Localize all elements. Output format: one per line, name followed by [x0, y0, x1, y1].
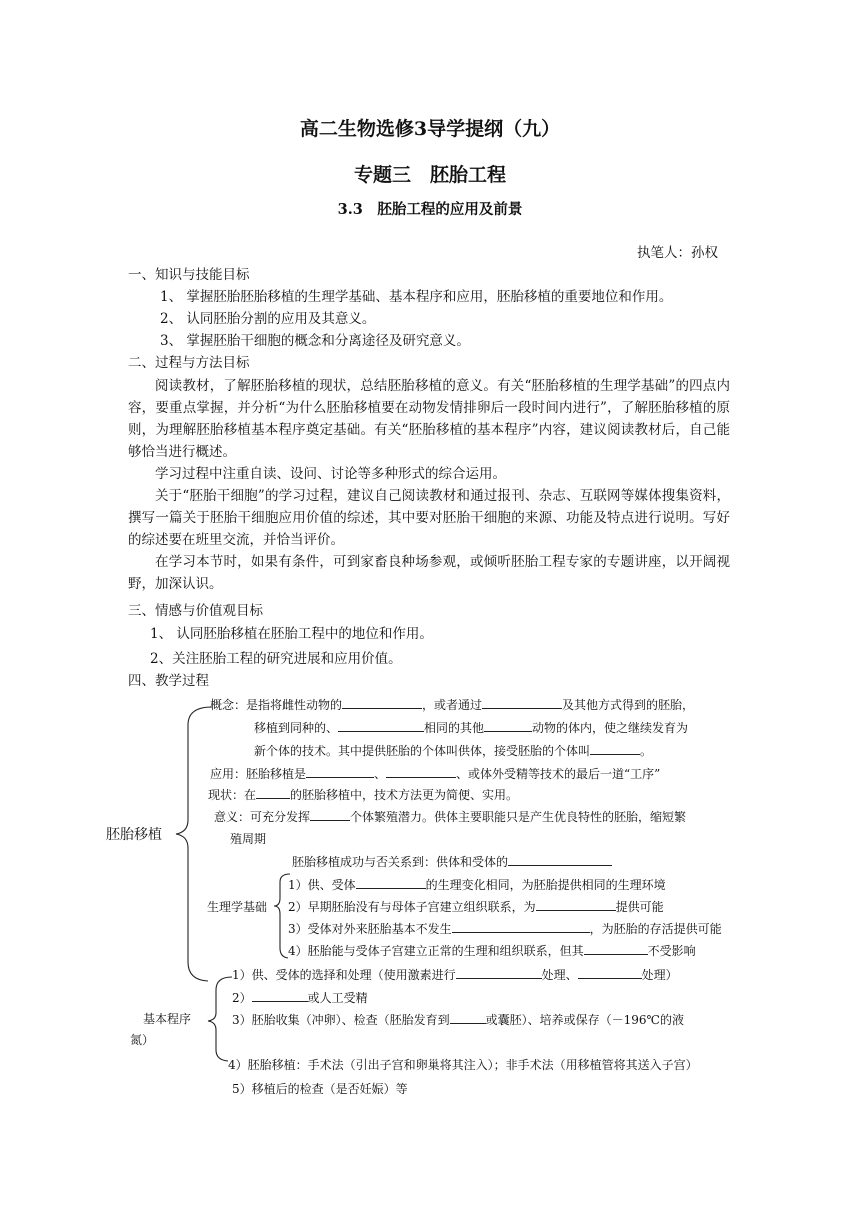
meaning-line-1: 意义：可充分发挥 个体繁殖潜力。供体主要职能只是产生优良特性的胚胎，缩短繁 — [214, 810, 687, 824]
embryo-transfer-label: 胚胎移植 — [106, 827, 162, 843]
physio-item-3: 3）受体对外来胚胎基本不发生 ，为胚胎的存活提供可能 — [288, 922, 722, 936]
teaching-heading: 四、教学过程 — [128, 673, 209, 689]
process-heading: 二、过程与方法目标 — [128, 355, 250, 371]
process-paragraph-4: 在学习本节时，如果有条件，可到家畜良种场参观，或倾听胚胎工程专家的专题讲座，以开阔视野，加深认识。 — [128, 554, 730, 592]
procedure-step-4: 4）胚胎移植：手术法（引出子宫和卵巢将其注入）；非手术法（用移植管将其送入子宫） — [228, 1058, 698, 1072]
process-paragraph-1: 阅读教材，了解胚胎移植的现状，总结胚胎移植的意义。有关“胚胎移植的生理学基础”的四点内容，要重点掌握，并分析“为什么胚胎移植要在动物发情排卵后一段时间内进行”，了解胚胎移植的原则，为理解胚胎移植基本程序奠定基础。有关“胚胎移植的基本程序”内容，建议阅读教材后，自己能够恰当进行概述。 — [128, 378, 730, 460]
procedure-step-3: 3）胚胎收集（冲卵）、检查（胚胎发育到 或囊胚）、培养或保存（－196℃的液 — [232, 1013, 684, 1027]
process-paragraph-2: 学习过程中注重自读、设问、讨论等多种形式的综合运用。 — [155, 466, 506, 482]
knowledge-item: 3、 掌握胚胎干细胞的概念和分离途径及研究意义。 — [160, 333, 470, 349]
knowledge-item: 1、 掌握胚胎胚胎移植的生理学基础、基本程序和应用，胚胎移植的重要地位和作用。 — [160, 289, 673, 305]
physio-item-2: 2）早期胚胎没有与母体子宫建立组织联系，为 提供可能 — [288, 900, 664, 914]
procedure-label: 基本程序 — [143, 1012, 192, 1026]
topic-title: 专题三 胚胎工程 — [353, 164, 506, 186]
procedure-step-1: 1）供、受体的选择和处理（使用激素进行 处理、 处理） — [232, 968, 678, 982]
concept-line-2: 移植到同种的、 相同的其他 动物的体内，使之继续发育为 — [254, 721, 689, 735]
emotion-heading: 三、情感与价值观目标 — [128, 603, 263, 619]
emotion-item: 1、 认同胚胎移植在胚胎工程中的地位和作用。 — [150, 626, 433, 642]
procedure-step-2: 2） 或人工受精 — [232, 991, 368, 1005]
physio-label: 生理学基础 — [207, 900, 268, 914]
application-line: 应用：胚胎移植是 、 、或体外受精等技术的最后一道“工序” — [210, 767, 661, 781]
author-line: 执笔人：孙权 — [637, 245, 718, 261]
process-paragraph-3: 关于“胚胎干细胞”的学习过程，建议自己阅读教材和通过报刊、杂志、互联网等媒体搜集资料，撰写一篇关于胚胎干细胞应用价值的综述，其中要对胚胎干细胞的来源、功能及特点进行说明。写好的综述要在班里交流，并恰当评价。 — [128, 488, 730, 548]
document-title: 高二生物选修3导学提纲（九） — [299, 118, 561, 140]
procedure-step-5: 5）移植后的检查（是否妊娠）等 — [232, 1082, 408, 1096]
knowledge-heading: 一、知识与技能目标 — [128, 267, 250, 283]
concept-line-3: 新个体的技术。其中提供胚胎的个体叫供体，接受胚胎的个体叫 。 — [254, 744, 653, 758]
physio-item-1: 1）供、受体 的生理变化相同，为胚胎提供相同的生理环境 — [288, 878, 666, 892]
physio-item-4: 4）胚胎能与受体子宫建立正常的生理和组织联系，但其 不受影响 — [288, 944, 696, 958]
status-line: 现状：在 的胚胎移植中，技术方法更为简便、实用。 — [208, 788, 519, 802]
procedure-label-continuation: 氮） — [130, 1033, 155, 1047]
emotion-item: 2、关注胚胎工程的研究进展和应用价值。 — [150, 651, 402, 667]
knowledge-item: 2、 认同胚胎分割的应用及其意义。 — [160, 311, 376, 327]
physio-intro: 胚胎移植成功与否关系到：供体和受体的 — [292, 853, 612, 871]
concept-line-1: 概念：是指将雌性动物的 ，或者通过 及其他方式得到的胚胎， — [210, 698, 695, 712]
section-title: 3.3 胚胎工程的应用及前景 — [337, 201, 523, 218]
meaning-line-2: 殖周期 — [230, 832, 267, 846]
